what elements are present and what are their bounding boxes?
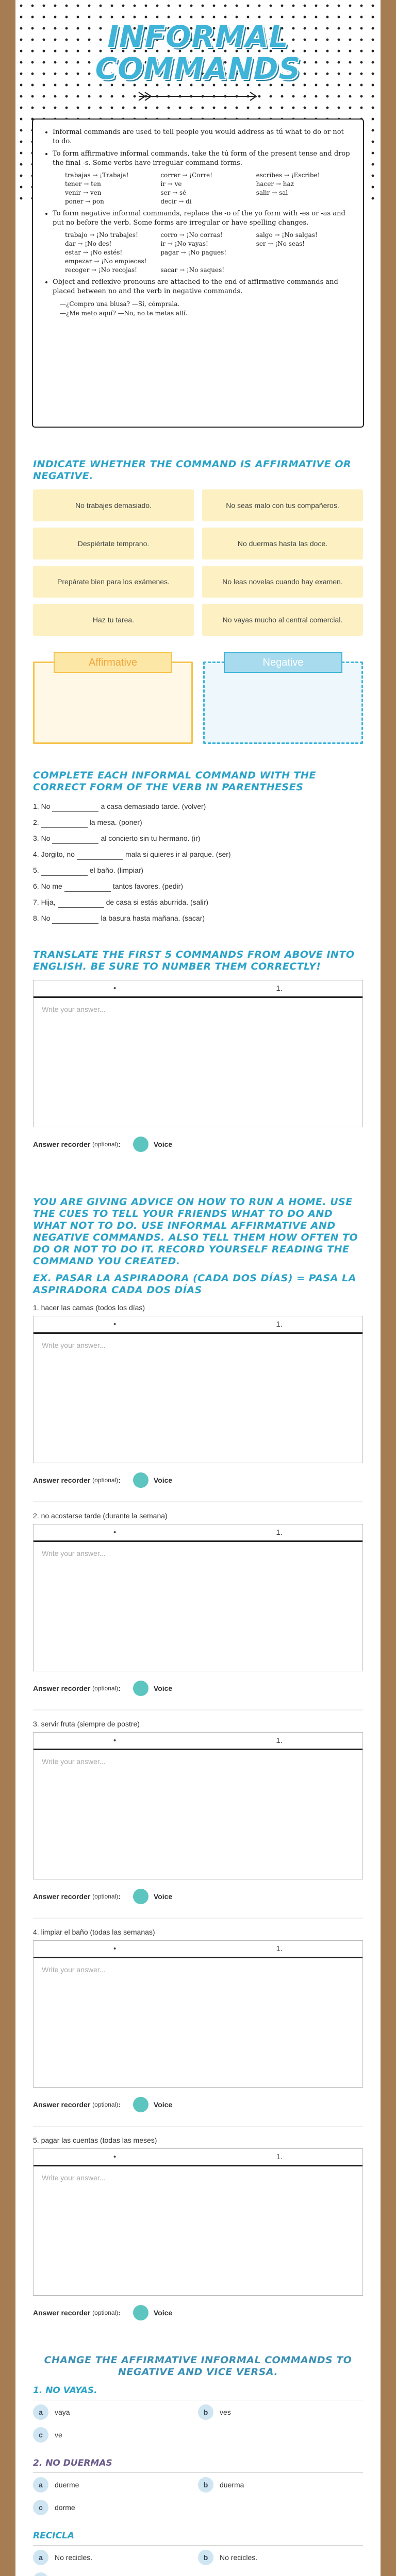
advice-question: 2. no acostarse tarde (durante la semana) • 1. Write your answer... Answer recorder (optional) : Voice xyxy=(33,1512,363,1696)
negative-item: pagar → ¡No pagues! xyxy=(160,249,227,256)
drag-card[interactable]: No trabajes demasiado. xyxy=(33,489,194,521)
advice-example: EX. PASAR LA ASPIRADORA (CADA DOS DÍAS) = PASA LA ASPIRADORA CADA DOS DÍAS xyxy=(33,1273,356,1296)
negative-item: salgo → ¡No salgas! xyxy=(256,231,318,239)
mc-option[interactable]: a duerme xyxy=(33,2477,198,2493)
ordered-list-button[interactable]: 1. xyxy=(276,1320,283,1329)
mc-option[interactable]: a No recicles. xyxy=(33,2550,198,2565)
mc-options xyxy=(33,2550,363,2576)
fill-blank[interactable] xyxy=(58,900,104,908)
mc-option[interactable]: c dorme xyxy=(33,2500,198,2515)
affirmative-label: Affirmative xyxy=(54,652,172,673)
title-line-2: COMMANDS xyxy=(95,51,301,86)
answer-recorder: Answer recorder (optional) : Voice xyxy=(33,1472,363,1488)
fill-item: 3. No al concierto sin tu hermano. (ir) xyxy=(33,833,363,844)
negative-item: corro → ¡No corras! xyxy=(160,231,223,239)
negative-item: dar → ¡No des! xyxy=(65,240,112,247)
mc-question-head: 2. NO DUERMAS xyxy=(33,2458,363,2473)
fill-blank[interactable] xyxy=(77,852,123,860)
answer-editor xyxy=(33,980,363,1127)
mc-question-head: RECICLA xyxy=(33,2531,363,2546)
negative-item: trabajo → ¡No trabajes! xyxy=(65,231,138,239)
note-affirmative-rule: • To form affirmative informal commands, take the tú form of the present tense and drop the final -s. Some verbs have irregular command forms. xyxy=(53,149,352,168)
answer-textarea[interactable]: Write your answer... xyxy=(42,1965,106,1974)
answer-recorder: Answer recorder (optional) : Voice xyxy=(33,2097,363,2112)
editor-toolbar xyxy=(34,1941,362,1958)
ordered-list-button[interactable]: 1. xyxy=(276,1736,283,1745)
drag-card[interactable]: Haz tu tarea. xyxy=(33,604,194,636)
sort-title: INDICATE WHETHER THE COMMAND IS AFFIRMATIVE OR NEGATIVE. xyxy=(33,459,352,482)
voice-record-button[interactable] xyxy=(133,1681,148,1696)
fill-section xyxy=(15,749,381,934)
answer-editor xyxy=(33,1316,363,1463)
affirmative-bin[interactable] xyxy=(33,646,193,744)
drag-card[interactable]: No vayas mucho al central comercial. xyxy=(202,604,363,636)
fill-item: 7. Hija, de casa si estás aburrida. (salir) xyxy=(33,896,363,908)
fill-blank[interactable] xyxy=(41,820,88,828)
mc-options xyxy=(33,2404,363,2443)
answer-recorder: Answer recorder (optional) : Voice xyxy=(33,2305,363,2320)
example-1: —¿Compro una blusa? —Sí, cómprala. xyxy=(60,300,180,308)
page-title xyxy=(15,21,381,84)
drag-card[interactable]: No seas malo con tus compañeros. xyxy=(202,489,363,521)
irregular-item: venir → ven xyxy=(65,189,102,196)
bullet-list-button[interactable]: • xyxy=(113,1320,117,1329)
answer-textarea[interactable]: Write your answer... xyxy=(42,1549,106,1557)
irregular-item: ser → sé xyxy=(160,189,187,196)
negative-item: ir → ¡No vayas! xyxy=(160,240,208,247)
voice-label: Voice xyxy=(153,1140,173,1148)
irregular-item: escribes → ¡Escribe! xyxy=(256,172,320,179)
answer-editor xyxy=(33,1940,363,2088)
ordered-list-button[interactable]: 1. xyxy=(276,1944,283,1953)
ordered-list-button[interactable]: 1. xyxy=(276,1528,283,1537)
negative-item: recoger → ¡No recojas! xyxy=(65,266,137,274)
mc-option[interactable] xyxy=(33,2572,198,2576)
irregular-item: decir → di xyxy=(160,198,192,205)
bullet-list-button[interactable]: • xyxy=(113,2153,117,2161)
fill-item: 4. Jorgito, no mala si quieres ir al parque. (ser) xyxy=(33,849,363,860)
negative-forms-list xyxy=(65,231,352,275)
advice-title: YOU ARE GIVING ADVICE ON HOW TO RUN A HOME. USE THE CUES TO TELL YOUR FRIENDS WHAT TO DO AND WHAT NOT TO DO. USE INFORMAL AFFIRMATIVE AND NEGATIVE COMMANDS. ALSO TELL THEM HOW OFTEN TO DO OR NOT TO DO IT. RECORD YOURSELF READING THE COMMAND YOU CREATED. xyxy=(33,1196,358,1267)
fill-blank[interactable] xyxy=(64,884,111,892)
fill-blank[interactable] xyxy=(52,804,98,812)
voice-record-button[interactable] xyxy=(133,1472,148,1488)
example-2: —¿Me meto aquí? —No, no te metas allí. xyxy=(60,310,188,317)
fill-item: 2. la mesa. (poner) xyxy=(33,817,363,828)
fill-item: 1. No a casa demasiado tarde. (volver) xyxy=(33,801,363,812)
drag-card[interactable]: No leas novelas cuando hay examen. xyxy=(202,566,363,598)
fill-item: 6. No me tantos favores. (pedir) xyxy=(33,880,363,892)
advice-section xyxy=(15,1171,381,2339)
fill-blank[interactable] xyxy=(52,836,98,844)
fill-title: COMPLETE EACH INFORMAL COMMAND WITH THE CORRECT FORM OF THE VERB IN PARENTHESES xyxy=(33,770,316,793)
advice-question: 1. hacer las camas (todos los días) • 1. Write your answer... Answer recorder (optional) : Voice xyxy=(33,1303,363,1488)
mc-title: CHANGE THE AFFIRMATIVE INFORMAL COMMANDS TO NEGATIVE AND VICE VERSA. xyxy=(44,2354,352,2378)
note-definition: • Informal commands are used to tell people you would address as tú what to do or not to do. xyxy=(53,128,352,146)
translate-section xyxy=(15,934,381,1171)
mc-option[interactable]: c ve xyxy=(33,2427,198,2443)
voice-record-button[interactable] xyxy=(133,2305,148,2320)
editor-toolbar xyxy=(34,2149,362,2166)
negative-label: Negative xyxy=(224,652,342,673)
answer-textarea[interactable]: Write your answer... xyxy=(42,2174,106,2182)
irregular-item: correr → ¡Corre! xyxy=(160,172,212,179)
editor-toolbar xyxy=(34,1524,362,1542)
translate-title: TRANSLATE THE FIRST 5 COMMANDS FROM ABOVE INTO ENGLISH. BE SURE TO NUMBER THEM CORRECTLY! xyxy=(33,949,355,972)
advice-question: 4. limpiar el baño (todas las semanas) • 1. Write your answer... Answer recorder (optional) : Voice xyxy=(33,1928,363,2112)
answer-textarea[interactable]: Write your answer... xyxy=(42,1005,106,1013)
irregular-item: poner → pon xyxy=(65,198,104,205)
bullet-list-button[interactable]: • xyxy=(113,1528,117,1537)
note-negative-rule: • To form negative informal commands, replace the -o of the yo form with -es or -as and put no before the verb. Some forms are irregular or have spelling changes. xyxy=(53,209,352,228)
editor-toolbar xyxy=(34,980,362,998)
fill-blank[interactable] xyxy=(52,916,98,924)
irregular-item: trabajas → ¡Trabaja! xyxy=(65,172,129,179)
answer-textarea[interactable]: Write your answer... xyxy=(42,1341,106,1349)
note-pronoun-rule: • Object and reflexive pronouns are attached to the end of affirmative commands and placed between no and the verb in negative commands. xyxy=(53,278,352,296)
voice-record-button[interactable] xyxy=(133,2097,148,2112)
title-line-1: INFORMAL xyxy=(107,19,289,54)
irregular-item: ir → ve xyxy=(160,180,182,188)
editor-toolbar xyxy=(34,1316,362,1334)
mc-option[interactable]: b duerma xyxy=(198,2477,363,2493)
arrow-decoration-icon xyxy=(134,90,262,103)
fill-blank[interactable] xyxy=(41,868,88,876)
advice-question: 3. servir fruta (siempre de postre) • 1. Write your answer... Answer recorder (optional) : Voice xyxy=(33,1720,363,1904)
negative-item: sacar → ¡No saques! xyxy=(160,266,225,274)
drag-card[interactable]: Despiértate temprano. xyxy=(33,528,194,560)
irregular-item: tener → ten xyxy=(65,180,101,188)
mc-option[interactable]: b No recicles. xyxy=(198,2550,363,2565)
answer-editor xyxy=(33,1524,363,1671)
irregular-item: hacer → haz xyxy=(256,180,294,188)
drag-card[interactable]: No duermas hasta las doce. xyxy=(202,528,363,560)
bullet-list-button[interactable]: • xyxy=(113,1736,117,1745)
bullet-list-button[interactable]: • xyxy=(113,1944,117,1953)
bullet-list-button[interactable]: • xyxy=(113,984,117,993)
mc-options xyxy=(33,2477,363,2515)
answer-editor xyxy=(33,1732,363,1879)
irregular-affirmative-list xyxy=(65,171,352,206)
voice-record-button[interactable] xyxy=(133,1137,148,1152)
answer-textarea[interactable]: Write your answer... xyxy=(42,1757,106,1766)
fill-item: 5. el baño. (limpiar) xyxy=(33,865,363,876)
mc-section xyxy=(15,2339,381,2576)
ordered-list-button[interactable]: 1. xyxy=(276,2153,283,2161)
mc-option[interactable]: a vaya xyxy=(33,2404,198,2420)
negative-item: estar → ¡No estés! xyxy=(65,249,123,256)
drag-card[interactable]: Prepárate bien para los exámenes. xyxy=(33,566,194,598)
answer-editor xyxy=(33,2148,363,2296)
mc-question-head: 1. NO VAYAS. xyxy=(33,2385,363,2400)
grammar-notes xyxy=(32,118,364,428)
negative-item: ser → ¡No seas! xyxy=(256,240,305,247)
advice-question: 5. pagar las cuentas (todas las meses) • 1. Write your answer... Answer recorder (optional) : Voice xyxy=(33,2136,363,2320)
answer-recorder: Answer recorder (optional) : Voice xyxy=(33,1137,363,1152)
answer-recorder: Answer recorder (optional) : Voice xyxy=(33,1889,363,1904)
answer-recorder: Answer recorder (optional) : Voice xyxy=(33,1681,363,1696)
editor-toolbar xyxy=(34,1733,362,1750)
fill-item: 8. No la basura hasta mañana. (sacar) xyxy=(33,912,363,924)
negative-bin[interactable] xyxy=(203,646,363,744)
voice-record-button[interactable] xyxy=(133,1889,148,1904)
irregular-item: salir → sal xyxy=(256,189,288,196)
sort-bins xyxy=(33,646,363,744)
mc-option[interactable]: b ves xyxy=(198,2404,363,2420)
ordered-list-button[interactable]: 1. xyxy=(276,984,283,993)
worksheet-page xyxy=(15,0,381,2576)
negative-item: empezar → ¡No empieces! xyxy=(65,258,147,265)
grammar-notes-wrap xyxy=(15,128,381,536)
